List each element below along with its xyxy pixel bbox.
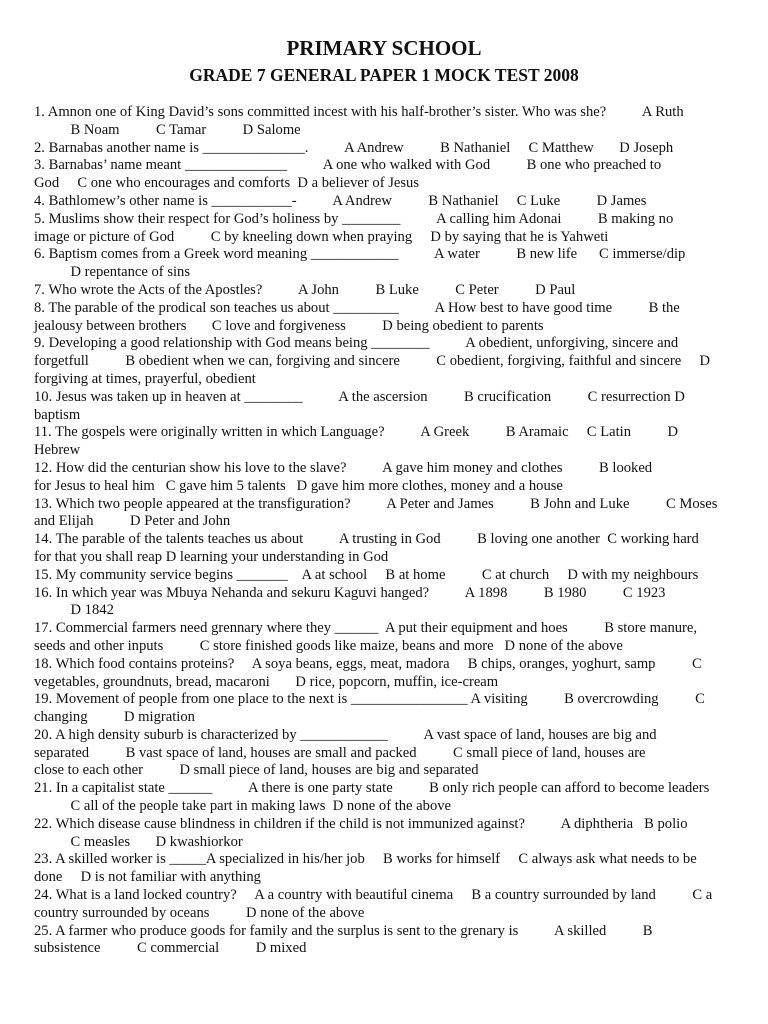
- question-20: 20. A high density suburb is characterized by ____________ A vast space of land, houses are big and separated B vast space of land, houses are small and packed C small piece of land, houses are close to each other D small piece of land, houses are big and separated: [34, 726, 657, 779]
- question-19: 19. Movement of people from one place to the next is ________________ A visiting B overcrowding C changing D migration: [34, 691, 705, 726]
- question-10: 10. Jesus was taken up in heaven at ________ A the ascersion B crucification C resurrection D baptism: [34, 388, 685, 423]
- question-22: 22. Which disease cause blindness in children if the child is not immunized against? A diphtheria B polio C measles D kwashiorkor: [34, 815, 688, 850]
- question-21: 21. In a capitalist state ______ A there is one party state B only rich people can afford to become leaders C all of the people take part in making laws D none of the above: [34, 780, 710, 815]
- question-6: 6. Baptism comes from a Greek word meaning ____________ A water B new life C immerse/dip D repentance of sins: [34, 246, 686, 281]
- question-23: 23. A skilled worker is _____A specialized in his/her job B works for himself C always ask what needs to be done D is not familiar with anything: [34, 851, 697, 886]
- question-5: 5. Muslims show their respect for God’s holiness by ________ A calling him Adonai B making no image or picture of God C by kneeling down when praying D by saying that he is Yahweti: [34, 210, 674, 245]
- question-list: [34, 104, 734, 958]
- question-18: 18. Which food contains proteins? A soya beans, eggs, meat, madora B chips, oranges, yoghurt, samp C vegetables, groundnuts, bread, macaroni D rice, popcorn, muffin, ice-cream: [34, 655, 702, 690]
- question-14: 14. The parable of the talents teaches us about A trusting in God B loving one another C working hard for that you shall reap D learning your understanding in God: [34, 531, 699, 565]
- question-17: 17. Commercial farmers need grennary where they ______ A put their equipment and hoes B store manure, seeds and other inputs C store finished goods like maize, beans and more D none of the above: [34, 620, 698, 654]
- question-8: 8. The parable of the prodical son teaches us about _________ A How best to have good time B the jealousy between brothers C love and forgiveness D being obedient to parents: [34, 299, 680, 334]
- question-12: 12. How did the centurian show his love to the slave? A gave him money and clothes B looked for Jesus to heal him C gave him 5 talents D gave him more clothes, money and a house: [34, 459, 653, 494]
- question-4: 4. Bathlomew’s other name is ___________- A Andrew B Nathaniel C Luke D James: [34, 192, 647, 209]
- question-2: 2. Barnabas another name is ______________. A Andrew B Nathaniel C Matthew D Joseph: [34, 139, 674, 156]
- question-7: 7. Who wrote the Acts of the Apostles? A John B Luke C Peter D Paul: [34, 281, 576, 298]
- document-title: PRIMARY SCHOOL: [286, 36, 482, 60]
- question-25: 25. A farmer who produce goods for family and the surplus is sent to the grenary is A skilled B subsistence C commercial D mixed: [34, 922, 653, 957]
- question-24: 24. What is a land locked country? A a country with beautiful cinema B a country surrounded by land C a country surrounded by oceans D none of the above: [34, 887, 713, 921]
- question-3: 3. Barnabas’ name meant ______________ A one who walked with God B one who preached to God C one who encourages and comforts D a believer of Jesus: [34, 157, 662, 192]
- question-16: 16. In which year was Mbuya Nehanda and sekuru Kaguvi hanged? A 1898 B 1980 C 1923 D 1842: [34, 584, 666, 619]
- question-9: 9. Developing a good relationship with God means being ________ A obedient, unforgiving, sincere and forgetfull B obedient when we can, forgiving and sincere C obedient, forgiving, faithful and sincere D forgiving at times, prayerful, obedient: [34, 335, 711, 387]
- question-1: 1. Amnon one of King David’s sons committed incest with his half-brother’s sister. Who was she? A Ruth B Noam C Tamar D Salome: [34, 104, 684, 138]
- question-13: 13. Which two people appeared at the transfiguration? A Peter and James B John and Luke C Moses and Elijah D Peter and John: [34, 495, 718, 530]
- question-15: 15. My community service begins _______ A at school B at home C at church D with my neighbours: [34, 566, 699, 583]
- document-subtitle: GRADE 7 GENERAL PAPER 1 MOCK TEST 2008: [189, 65, 579, 85]
- question-11: 11. The gospels were originally written in which Language? A Greek B Aramaic C Latin D Hebrew: [34, 424, 679, 459]
